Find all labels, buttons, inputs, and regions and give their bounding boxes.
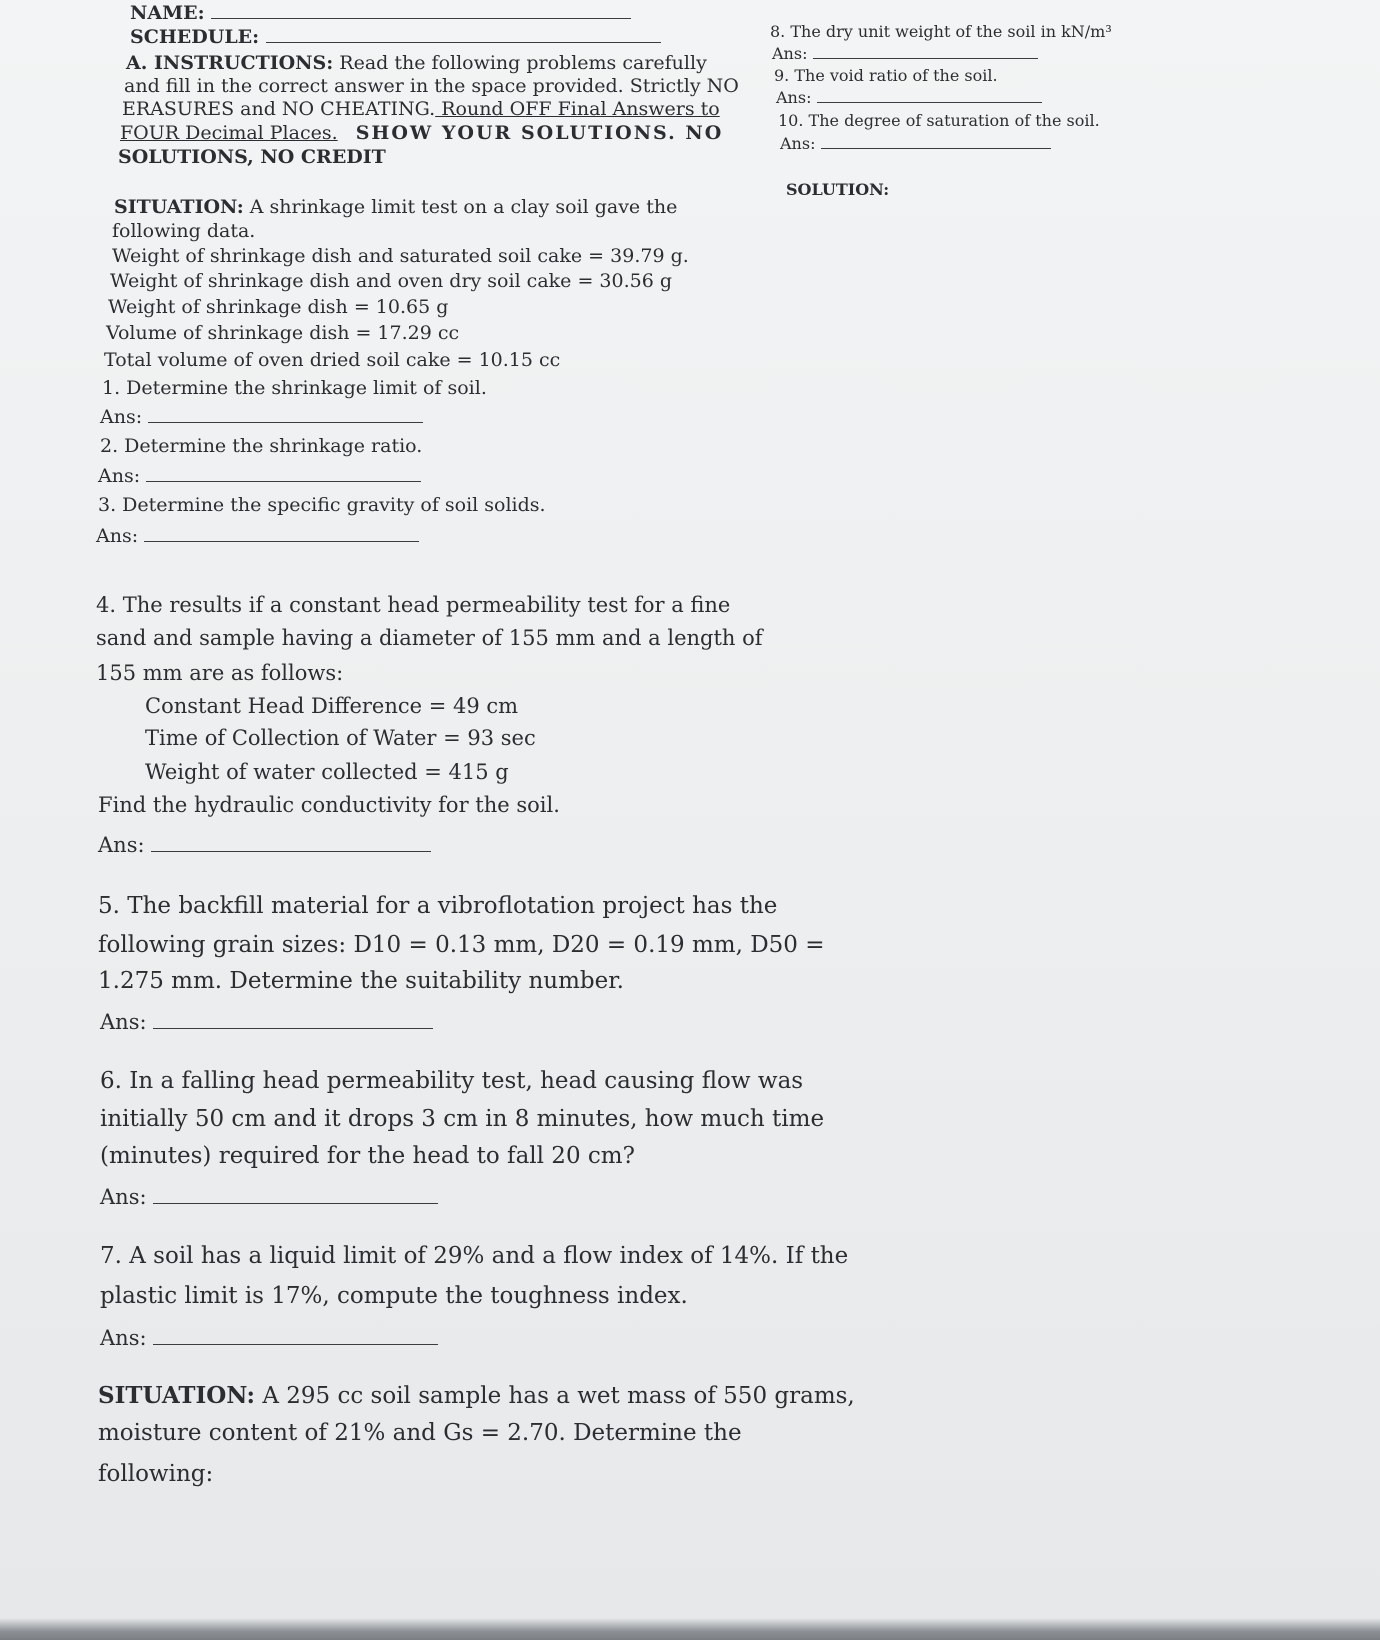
name-row xyxy=(130,2,631,24)
answer-1-row: Ans: xyxy=(100,406,423,428)
schedule-row xyxy=(130,26,661,48)
answer-5-blank[interactable] xyxy=(153,1028,433,1029)
answer-9-blank[interactable] xyxy=(817,102,1042,103)
question-6-line-2: initially 50 cm and it drops 3 cm in 8 minutes, how much time xyxy=(100,1106,825,1132)
answer-7-row: Ans: xyxy=(100,1326,438,1350)
answer-3-row: Ans: xyxy=(96,525,419,547)
situation1-data-4: Volume of shrinkage dish = 17.29 cc xyxy=(106,322,460,344)
answer-10-row: Ans: xyxy=(780,134,1051,153)
answer-9-row: Ans: xyxy=(776,88,1042,107)
situation1-label: SITUATION: xyxy=(114,196,244,218)
answer-7-blank[interactable] xyxy=(153,1344,438,1345)
answer-5-row: Ans: xyxy=(100,1010,433,1034)
answer-6-blank[interactable] xyxy=(153,1203,438,1204)
question-4-find: Find the hydraulic conductivity for the soil. xyxy=(98,793,560,817)
answer-4-row: Ans: xyxy=(98,833,431,857)
question-4-data-2: Time of Collection of Water = 93 sec xyxy=(145,726,536,750)
instructions-label: A. INSTRUCTIONS: xyxy=(126,52,334,74)
schedule-blank[interactable] xyxy=(266,42,661,43)
question-8: 8. The dry unit weight of the soil in kN/m³ xyxy=(770,22,1112,41)
question-7-line-1: 7. A soil has a liquid limit of 29% and a flow index of 14%. If the xyxy=(100,1243,849,1269)
question-4-data-3: Weight of water collected = 415 g xyxy=(145,760,509,784)
instructions-line-2: and fill in the correct answer in the space provided. Strictly NO xyxy=(124,75,739,97)
schedule-label: SCHEDULE: xyxy=(130,26,260,48)
question-3: 3. Determine the specific gravity of soil solids. xyxy=(98,494,546,516)
instructions-line-5: SOLUTIONS, NO CREDIT xyxy=(118,146,386,168)
solution-area[interactable] xyxy=(770,210,1360,1610)
answer-8-row: Ans: xyxy=(772,44,1038,63)
question-4-line-3: 155 mm are as follows: xyxy=(96,661,344,685)
answer-8-blank[interactable] xyxy=(813,58,1038,59)
page-edge-shadow xyxy=(0,1618,1380,1640)
situation2-line-2: moisture content of 21% and Gs = 2.70. Determine the xyxy=(98,1420,742,1446)
instructions-line-3: ERASURES and NO CHEATING. Round OFF Final Answers to xyxy=(122,98,720,120)
question-5-line-3: 1.275 mm. Determine the suitability number. xyxy=(98,968,624,994)
question-4-line-2: sand and sample having a diameter of 155 mm and a length of xyxy=(96,626,763,650)
answer-10-blank[interactable] xyxy=(821,148,1051,149)
situation1-data-1: Weight of shrinkage dish and saturated soil cake = 39.79 g. xyxy=(112,245,689,267)
answer-4-blank[interactable] xyxy=(151,851,431,852)
question-9: 9. The void ratio of the soil. xyxy=(774,66,998,85)
answer-2-blank[interactable] xyxy=(146,481,421,482)
answer-3-blank[interactable] xyxy=(144,541,419,542)
question-7-line-2: plastic limit is 17%, compute the toughness index. xyxy=(100,1283,688,1309)
situation2-line-3: following: xyxy=(98,1461,214,1487)
situation1-intro-1: SITUATION: A shrinkage limit test on a clay soil gave the xyxy=(114,196,678,218)
situation2-label: SITUATION: xyxy=(98,1382,256,1409)
situation1-data-2: Weight of shrinkage dish and oven dry soil cake = 30.56 g xyxy=(110,270,673,292)
answer-2-row: Ans: xyxy=(98,465,421,487)
situation2-line-1: SITUATION: A 295 cc soil sample has a wet mass of 550 grams, xyxy=(98,1382,855,1409)
question-4-line-1: 4. The results if a constant head permeability test for a fine xyxy=(96,593,731,617)
name-blank[interactable] xyxy=(211,18,631,19)
question-10: 10. The degree of saturation of the soil. xyxy=(778,111,1100,130)
question-6-line-3: (minutes) required for the head to fall 20 cm? xyxy=(100,1143,635,1169)
question-5-line-2: following grain sizes: D10 = 0.13 mm, D20 = 0.19 mm, D50 = xyxy=(98,932,825,958)
answer-1-blank[interactable] xyxy=(148,422,423,423)
situation1-data-3: Weight of shrinkage dish = 10.65 g xyxy=(108,296,449,318)
question-1: 1. Determine the shrinkage limit of soil. xyxy=(102,377,487,399)
solution-label: SOLUTION: xyxy=(786,180,890,199)
question-2: 2. Determine the shrinkage ratio. xyxy=(100,435,423,457)
situation1-data-5: Total volume of oven dried soil cake = 10.15 cc xyxy=(104,349,561,371)
instructions-line-1: A. INSTRUCTIONS: Read the following problems carefully xyxy=(126,52,707,74)
question-6-line-1: 6. In a falling head permeability test, head causing flow was xyxy=(100,1068,804,1094)
question-5-line-1: 5. The backfill material for a vibroflotation project has the xyxy=(98,893,778,919)
question-4-data-1: Constant Head Difference = 49 cm xyxy=(145,694,519,718)
answer-6-row: Ans: xyxy=(100,1185,438,1209)
situation1-intro-2: following data. xyxy=(112,220,256,242)
instructions-line-4: FOUR Decimal Places. SHOW YOUR SOLUTIONS. NO xyxy=(120,122,724,144)
name-label: NAME: xyxy=(130,2,205,24)
